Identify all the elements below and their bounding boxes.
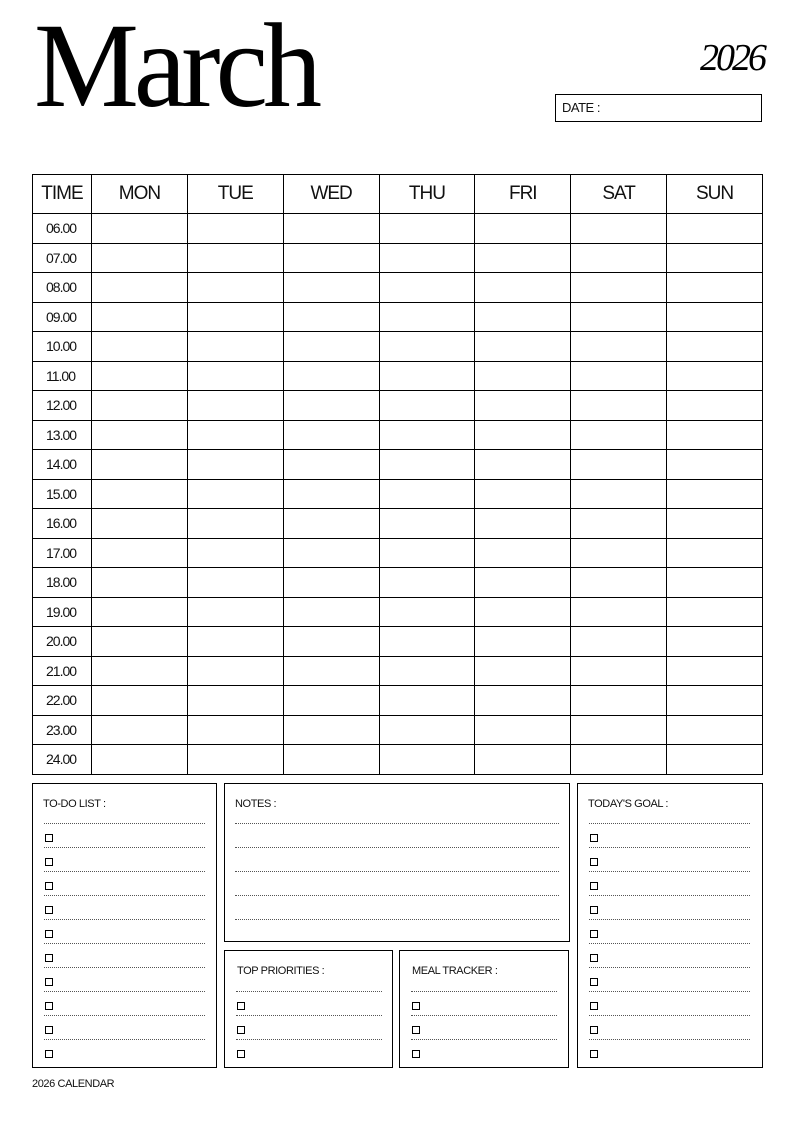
meal-item-header-rule — [411, 991, 557, 992]
schedule-cell-wed[interactable] — [283, 214, 379, 244]
weekly-schedule-table — [32, 174, 763, 775]
schedule-cell-sat[interactable] — [571, 568, 667, 598]
time-slot-label: 23.00 — [33, 715, 92, 745]
schedule-cell-thu[interactable] — [379, 361, 475, 391]
todo-item-line[interactable] — [44, 871, 205, 872]
todo-item-checkbox[interactable] — [45, 858, 53, 866]
priority-item-line[interactable] — [236, 1015, 382, 1016]
schedule-cell-tue[interactable] — [187, 391, 283, 421]
todo-item-line[interactable] — [44, 895, 205, 896]
schedule-cell-fri[interactable] — [475, 509, 571, 539]
schedule-cell-thu[interactable] — [379, 627, 475, 657]
schedule-cell-mon[interactable] — [92, 568, 188, 598]
time-slot-label: 19.00 — [33, 597, 92, 627]
time-slot-label: 09.00 — [33, 302, 92, 332]
schedule-row — [33, 538, 763, 568]
goal-item-line[interactable] — [589, 871, 750, 872]
schedule-cell-tue[interactable] — [187, 715, 283, 745]
date-field[interactable] — [555, 94, 762, 122]
time-slot-label: 12.00 — [33, 391, 92, 421]
time-slot-label: 24.00 — [33, 745, 92, 775]
schedule-cell-wed[interactable] — [283, 509, 379, 539]
schedule-cell-thu[interactable] — [379, 332, 475, 362]
footer-label: 2026 CALENDAR — [32, 1078, 115, 1090]
day-header-mon: MON — [92, 175, 188, 214]
schedule-cell-fri[interactable] — [475, 568, 571, 598]
schedule-cell-thu[interactable] — [379, 597, 475, 627]
schedule-cell-tue[interactable] — [187, 686, 283, 716]
schedule-cell-thu[interactable] — [379, 420, 475, 450]
schedule-cell-mon[interactable] — [92, 715, 188, 745]
meal-item-checkbox[interactable] — [412, 1050, 420, 1058]
notes-line[interactable] — [235, 847, 559, 848]
schedule-cell-thu[interactable] — [379, 715, 475, 745]
time-column-header: TIME — [33, 175, 92, 214]
schedule-row — [33, 509, 763, 539]
schedule-cell-thu[interactable] — [379, 509, 475, 539]
notes-line[interactable] — [235, 871, 559, 872]
day-header-thu: THU — [379, 175, 475, 214]
schedule-cell-thu[interactable] — [379, 656, 475, 686]
schedule-cell-fri[interactable] — [475, 273, 571, 303]
schedule-cell-tue[interactable] — [187, 450, 283, 480]
goal-item-checkbox[interactable] — [590, 1026, 598, 1034]
schedule-cell-tue[interactable] — [187, 243, 283, 273]
schedule-cell-sat[interactable] — [571, 273, 667, 303]
schedule-cell-sat[interactable] — [571, 715, 667, 745]
schedule-cell-mon[interactable] — [92, 420, 188, 450]
schedule-cell-wed[interactable] — [283, 361, 379, 391]
todo-item-checkbox[interactable] — [45, 834, 53, 842]
top-priorities-label: TOP PRIORITIES : — [237, 965, 325, 977]
schedule-cell-wed[interactable] — [283, 273, 379, 303]
schedule-cell-wed[interactable] — [283, 597, 379, 627]
schedule-cell-tue[interactable] — [187, 568, 283, 598]
schedule-cell-sat[interactable] — [571, 302, 667, 332]
time-slot-label: 17.00 — [33, 538, 92, 568]
goal-item-checkbox[interactable] — [590, 834, 598, 842]
goal-item-line[interactable] — [589, 943, 750, 944]
schedule-cell-sat[interactable] — [571, 686, 667, 716]
schedule-cell-thu[interactable] — [379, 391, 475, 421]
schedule-cell-tue[interactable] — [187, 420, 283, 450]
schedule-cell-thu[interactable] — [379, 302, 475, 332]
year-label: 2026 — [700, 37, 764, 79]
todo-item-checkbox[interactable] — [45, 978, 53, 986]
schedule-cell-sat[interactable] — [571, 538, 667, 568]
goal-item-line[interactable] — [589, 895, 750, 896]
schedule-cell-sun[interactable] — [667, 509, 763, 539]
goal-item-line[interactable] — [589, 847, 750, 848]
notes-line[interactable] — [235, 919, 559, 920]
schedule-cell-thu[interactable] — [379, 686, 475, 716]
todays-goal-panel — [577, 783, 763, 1068]
schedule-cell-tue[interactable] — [187, 332, 283, 362]
schedule-cell-sun[interactable] — [667, 538, 763, 568]
schedule-cell-tue[interactable] — [187, 538, 283, 568]
schedule-cell-fri[interactable] — [475, 479, 571, 509]
schedule-cell-wed[interactable] — [283, 568, 379, 598]
meal-tracker-label: MEAL TRACKER : — [412, 965, 498, 977]
schedule-cell-fri[interactable] — [475, 715, 571, 745]
schedule-cell-mon[interactable] — [92, 597, 188, 627]
schedule-cell-sun[interactable] — [667, 391, 763, 421]
day-header-fri: FRI — [475, 175, 571, 214]
goal-item-line[interactable] — [589, 991, 750, 992]
schedule-cell-tue[interactable] — [187, 479, 283, 509]
schedule-row — [33, 715, 763, 745]
schedule-cell-fri[interactable] — [475, 538, 571, 568]
priority-item-checkbox[interactable] — [237, 1050, 245, 1058]
time-slot-label: 20.00 — [33, 627, 92, 657]
schedule-cell-mon[interactable] — [92, 450, 188, 480]
schedule-row — [33, 391, 763, 421]
schedule-cell-thu[interactable] — [379, 479, 475, 509]
schedule-cell-thu[interactable] — [379, 745, 475, 775]
day-header-wed: WED — [283, 175, 379, 214]
schedule-cell-wed[interactable] — [283, 302, 379, 332]
schedule-cell-wed[interactable] — [283, 450, 379, 480]
todo-item-line[interactable] — [44, 919, 205, 920]
goal-item-checkbox[interactable] — [590, 930, 598, 938]
todo-item-line[interactable] — [44, 847, 205, 848]
time-slot-label: 10.00 — [33, 332, 92, 362]
schedule-cell-tue[interactable] — [187, 597, 283, 627]
schedule-cell-wed[interactable] — [283, 538, 379, 568]
schedule-cell-mon[interactable] — [92, 686, 188, 716]
time-slot-label: 14.00 — [33, 450, 92, 480]
schedule-cell-thu[interactable] — [379, 214, 475, 244]
meal-item-line[interactable] — [411, 1039, 557, 1040]
schedule-cell-sun[interactable] — [667, 686, 763, 716]
schedule-cell-fri[interactable] — [475, 450, 571, 480]
notes-line[interactable] — [235, 823, 559, 824]
schedule-cell-sun[interactable] — [667, 420, 763, 450]
schedule-cell-tue[interactable] — [187, 361, 283, 391]
priority-item-checkbox[interactable] — [237, 1002, 245, 1010]
meal-tracker-panel — [399, 950, 569, 1068]
goal-item-checkbox[interactable] — [590, 882, 598, 890]
schedule-cell-sun[interactable] — [667, 568, 763, 598]
schedule-row — [33, 656, 763, 686]
schedule-cell-tue[interactable] — [187, 302, 283, 332]
schedule-cell-thu[interactable] — [379, 243, 475, 273]
schedule-cell-sun[interactable] — [667, 597, 763, 627]
todo-item-checkbox[interactable] — [45, 954, 53, 962]
todo-item-checkbox[interactable] — [45, 906, 53, 914]
schedule-cell-wed[interactable] — [283, 332, 379, 362]
schedule-cell-fri[interactable] — [475, 391, 571, 421]
todo-item-line[interactable] — [44, 943, 205, 944]
schedule-cell-fri[interactable] — [475, 686, 571, 716]
schedule-cell-fri[interactable] — [475, 332, 571, 362]
schedule-cell-tue[interactable] — [187, 745, 283, 775]
goal-item-checkbox[interactable] — [590, 858, 598, 866]
schedule-row — [33, 214, 763, 244]
schedule-cell-fri[interactable] — [475, 214, 571, 244]
schedule-cell-tue[interactable] — [187, 214, 283, 244]
day-header-sat: SAT — [571, 175, 667, 214]
schedule-cell-sat[interactable] — [571, 332, 667, 362]
schedule-cell-mon[interactable] — [92, 479, 188, 509]
top-priorities-panel — [224, 950, 393, 1068]
time-slot-label: 07.00 — [33, 243, 92, 273]
schedule-cell-thu[interactable] — [379, 538, 475, 568]
goal-item-header-rule — [589, 823, 750, 824]
schedule-cell-mon[interactable] — [92, 302, 188, 332]
todo-item-checkbox[interactable] — [45, 882, 53, 890]
schedule-cell-sun[interactable] — [667, 715, 763, 745]
todo-item-line[interactable] — [44, 1015, 205, 1016]
schedule-cell-sat[interactable] — [571, 656, 667, 686]
goal-item-checkbox[interactable] — [590, 1050, 598, 1058]
time-slot-label: 13.00 — [33, 420, 92, 450]
schedule-cell-fri[interactable] — [475, 302, 571, 332]
schedule-cell-mon[interactable] — [92, 509, 188, 539]
schedule-cell-sun[interactable] — [667, 450, 763, 480]
todo-item-line[interactable] — [44, 1039, 205, 1040]
priority-item-line[interactable] — [236, 1039, 382, 1040]
schedule-row — [33, 332, 763, 362]
schedule-cell-fri[interactable] — [475, 745, 571, 775]
schedule-cell-sat[interactable] — [571, 450, 667, 480]
goal-item-checkbox[interactable] — [590, 906, 598, 914]
time-slot-label: 06.00 — [33, 214, 92, 244]
priority-item-header-rule — [236, 991, 382, 992]
todo-list-label: TO-DO LIST : — [43, 798, 106, 810]
schedule-cell-tue[interactable] — [187, 656, 283, 686]
meal-item-checkbox[interactable] — [412, 1002, 420, 1010]
schedule-cell-mon[interactable] — [92, 391, 188, 421]
schedule-cell-sun[interactable] — [667, 745, 763, 775]
schedule-cell-mon[interactable] — [92, 361, 188, 391]
schedule-cell-sat[interactable] — [571, 391, 667, 421]
schedule-cell-tue[interactable] — [187, 273, 283, 303]
schedule-cell-fri[interactable] — [475, 597, 571, 627]
schedule-cell-sun[interactable] — [667, 302, 763, 332]
schedule-cell-thu[interactable] — [379, 273, 475, 303]
schedule-row — [33, 627, 763, 657]
schedule-cell-fri[interactable] — [475, 656, 571, 686]
schedule-cell-sat[interactable] — [571, 361, 667, 391]
schedule-cell-sun[interactable] — [667, 332, 763, 362]
todo-item-line[interactable] — [44, 967, 205, 968]
date-label: DATE : — [562, 100, 600, 115]
goal-item-checkbox[interactable] — [590, 978, 598, 986]
day-header-sun: SUN — [667, 175, 763, 214]
time-slot-label: 21.00 — [33, 656, 92, 686]
schedule-cell-sat[interactable] — [571, 627, 667, 657]
schedule-cell-sun[interactable] — [667, 627, 763, 657]
schedule-cell-sat[interactable] — [571, 509, 667, 539]
goal-item-checkbox[interactable] — [590, 954, 598, 962]
schedule-cell-mon[interactable] — [92, 332, 188, 362]
schedule-row — [33, 686, 763, 716]
schedule-cell-wed[interactable] — [283, 420, 379, 450]
priority-item-checkbox[interactable] — [237, 1026, 245, 1034]
time-slot-label: 22.00 — [33, 686, 92, 716]
schedule-cell-wed[interactable] — [283, 656, 379, 686]
todo-item-line[interactable] — [44, 991, 205, 992]
goal-item-line[interactable] — [589, 919, 750, 920]
meal-item-checkbox[interactable] — [412, 1026, 420, 1034]
schedule-cell-fri[interactable] — [475, 627, 571, 657]
schedule-header-row — [33, 175, 763, 214]
schedule-cell-mon[interactable] — [92, 745, 188, 775]
notes-panel — [224, 783, 570, 942]
schedule-cell-fri[interactable] — [475, 361, 571, 391]
schedule-cell-fri[interactable] — [475, 420, 571, 450]
goal-item-line[interactable] — [589, 967, 750, 968]
time-slot-label: 16.00 — [33, 509, 92, 539]
todo-item-checkbox[interactable] — [45, 1050, 53, 1058]
schedule-cell-wed[interactable] — [283, 745, 379, 775]
schedule-cell-thu[interactable] — [379, 450, 475, 480]
schedule-row — [33, 273, 763, 303]
schedule-cell-wed[interactable] — [283, 479, 379, 509]
schedule-cell-wed[interactable] — [283, 391, 379, 421]
schedule-cell-wed[interactable] — [283, 627, 379, 657]
schedule-cell-sat[interactable] — [571, 420, 667, 450]
schedule-cell-wed[interactable] — [283, 686, 379, 716]
schedule-cell-mon[interactable] — [92, 214, 188, 244]
schedule-cell-sun[interactable] — [667, 243, 763, 273]
todays-goal-label: TODAY'S GOAL : — [588, 798, 669, 810]
schedule-row — [33, 568, 763, 598]
schedule-cell-mon[interactable] — [92, 656, 188, 686]
time-slot-label: 18.00 — [33, 568, 92, 598]
notes-line[interactable] — [235, 895, 559, 896]
schedule-cell-sun[interactable] — [667, 214, 763, 244]
schedule-body — [33, 214, 763, 775]
goal-item-line[interactable] — [589, 1039, 750, 1040]
schedule-row — [33, 243, 763, 273]
schedule-cell-sat[interactable] — [571, 745, 667, 775]
schedule-cell-sun[interactable] — [667, 479, 763, 509]
schedule-cell-sun[interactable] — [667, 273, 763, 303]
schedule-cell-sun[interactable] — [667, 656, 763, 686]
schedule-row — [33, 361, 763, 391]
notes-label: NOTES : — [235, 798, 277, 810]
schedule-row — [33, 420, 763, 450]
schedule-cell-sat[interactable] — [571, 214, 667, 244]
schedule-cell-wed[interactable] — [283, 243, 379, 273]
time-slot-label: 11.00 — [33, 361, 92, 391]
goal-item-checkbox[interactable] — [590, 1002, 598, 1010]
schedule-cell-mon[interactable] — [92, 538, 188, 568]
time-slot-label: 08.00 — [33, 273, 92, 303]
schedule-cell-mon[interactable] — [92, 243, 188, 273]
day-header-tue: TUE — [187, 175, 283, 214]
schedule-cell-thu[interactable] — [379, 568, 475, 598]
schedule-row — [33, 302, 763, 332]
todo-list-panel — [32, 783, 217, 1068]
schedule-row — [33, 450, 763, 480]
meal-item-line[interactable] — [411, 1015, 557, 1016]
schedule-cell-fri[interactable] — [475, 243, 571, 273]
schedule-row — [33, 597, 763, 627]
todo-item-checkbox[interactable] — [45, 1026, 53, 1034]
schedule-cell-wed[interactable] — [283, 715, 379, 745]
goal-item-line[interactable] — [589, 1015, 750, 1016]
time-slot-label: 15.00 — [33, 479, 92, 509]
todo-item-checkbox[interactable] — [45, 1002, 53, 1010]
schedule-cell-sun[interactable] — [667, 361, 763, 391]
todo-item-checkbox[interactable] — [45, 930, 53, 938]
schedule-row — [33, 479, 763, 509]
todo-item-header-rule — [44, 823, 205, 824]
schedule-cell-mon[interactable] — [92, 627, 188, 657]
schedule-row — [33, 745, 763, 775]
schedule-cell-sat[interactable] — [571, 243, 667, 273]
month-title: March — [34, 0, 317, 133]
schedule-cell-sat[interactable] — [571, 597, 667, 627]
schedule-cell-tue[interactable] — [187, 627, 283, 657]
schedule-cell-mon[interactable] — [92, 273, 188, 303]
schedule-cell-tue[interactable] — [187, 509, 283, 539]
schedule-cell-sat[interactable] — [571, 479, 667, 509]
